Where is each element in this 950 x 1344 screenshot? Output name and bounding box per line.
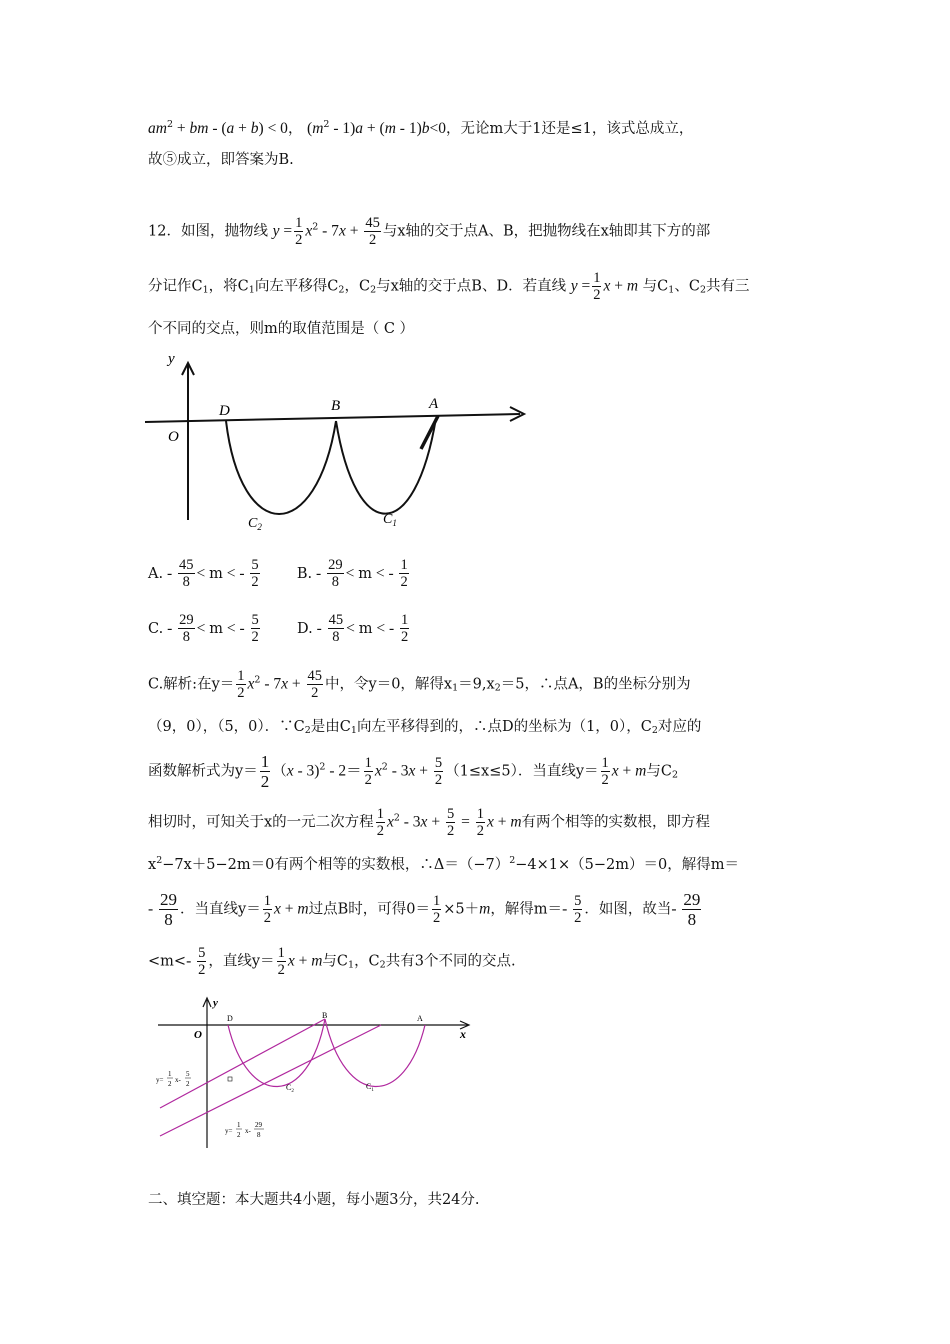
label-x: x bbox=[460, 1027, 466, 1041]
label-y: y bbox=[168, 351, 175, 367]
label-c2: $C_2$ bbox=[248, 516, 262, 532]
svg-text:2: 2 bbox=[237, 1131, 241, 1139]
solution-line7: <m<- $\frac{5}{2}$ ，直线y＝ $\frac{1}{2}$ x + m与$C_1$，$C_2$共有3个不同的交点. bbox=[148, 945, 516, 978]
line-m-29-8 bbox=[160, 1025, 381, 1136]
solution-line5: $x^2-7x+5-2m=0$有两个相等的实数根，$\therefore\Delta=(-7)^2-4\times 1\times(5-2m)=0$，解得m＝ bbox=[148, 855, 739, 873]
svg-text:29: 29 bbox=[255, 1121, 262, 1129]
label-a: A bbox=[429, 396, 439, 412]
solution-line2: （9，0），（5，0）．$\because C_2$是由$C_1$向左平移得到的，∴点D的坐标为（1，0），$C_2$对应的 bbox=[148, 719, 702, 736]
curve-c1 bbox=[325, 1019, 425, 1087]
para1-line1: $am^2$ + bm - (a + b) < 0， $(m^2 - 1)a + (m - 1)b<0$，无论m大于1还是≤1，该式总成立， bbox=[148, 119, 694, 137]
solution-line6: - $\frac{29}{8}$ ．当直线y＝ $\frac{1}{2}$ x + m过点B时，可得0＝ $\frac{1}{2}$ ×5＋m，解得m＝- $\frac{5}{2}$ ．如图，故当- $\frac{29}{8}$ bbox=[148, 890, 701, 929]
para1-line2: 故⑤成立，即答案为B. bbox=[148, 152, 294, 168]
svg-text:x-: x- bbox=[245, 1127, 251, 1135]
svg-text:8: 8 bbox=[257, 1131, 261, 1139]
x-axis bbox=[145, 414, 520, 422]
label-c2: $C_2$ bbox=[286, 1083, 294, 1094]
option-c[interactable]: C. - $\frac{29}{8}$ < m < - $\frac{5}{2}$ bbox=[148, 612, 259, 645]
svg-text:y=: y= bbox=[156, 1076, 164, 1084]
options-row-2 bbox=[148, 612, 411, 645]
section-2-heading: 二、填空题：本大题共4小题，每小题3分，共24分. bbox=[148, 1192, 480, 1208]
svg-text:1: 1 bbox=[168, 1070, 172, 1078]
parabola-figure-2 bbox=[150, 990, 480, 1150]
q12-line2: 分记作$C_1$，将$C_1$向左平移得$C_2$，$C_2$与x轴的交于点B、D．若直线 y = $\frac{1}{2}$ x + m 与$C_1$、$C_2$共有三 bbox=[148, 270, 750, 303]
solution-line4: 相切时，可知关于x的一元二次方程 $\frac{1}{2}$ $x^2 - 3x$ + $\frac{5}{2}$ = $\frac{1}{2}$ x + m有两个相等的实数根，即方程 bbox=[148, 806, 711, 839]
option-a[interactable]: A. - $\frac{45}{8}$ < m < - $\frac{5}{2}$ bbox=[148, 557, 259, 590]
label-y: y bbox=[213, 997, 218, 1009]
label-d: D bbox=[227, 1014, 233, 1023]
small-square-mark bbox=[228, 1077, 232, 1081]
svg-text:y=: y= bbox=[225, 1127, 233, 1135]
label-o: O bbox=[168, 429, 179, 445]
q12-line3: 个不同的交点，则m的取值范围是（ C ） bbox=[148, 321, 415, 337]
parabola-figure-1 bbox=[140, 345, 540, 540]
line-label-1 bbox=[156, 1070, 191, 1088]
label-c1: $C_1$ bbox=[383, 512, 397, 528]
option-d[interactable]: D. - $\frac{45}{8}$ < m < - $\frac{1}{2}$ bbox=[296, 612, 409, 645]
svg-text:2: 2 bbox=[168, 1080, 172, 1088]
label-d: D bbox=[219, 403, 230, 419]
curve-c1 bbox=[336, 418, 436, 514]
label-b: B bbox=[331, 398, 341, 414]
line-label-2 bbox=[225, 1121, 264, 1139]
option-b[interactable]: B. - $\frac{29}{8}$ < m < - $\frac{1}{2}$ bbox=[296, 557, 408, 590]
label-a: A bbox=[417, 1014, 423, 1023]
svg-text:5: 5 bbox=[186, 1070, 190, 1078]
label-c1: $C_1$ bbox=[366, 1082, 374, 1093]
label-b: B bbox=[322, 1011, 328, 1020]
svg-text:2: 2 bbox=[186, 1080, 190, 1088]
curve-c2 bbox=[228, 1019, 325, 1087]
q12-line1: 12．如图，抛物线 y = $\frac{1}{2}$ $x^2 - 7x$ + $\frac{45}{2}$ 与x轴的交于点A、B，把抛物线在x轴即其下方的部 bbox=[148, 215, 711, 248]
options-row-1 bbox=[148, 557, 411, 590]
svg-text:1: 1 bbox=[237, 1121, 241, 1129]
solution-line1: C.解析:在y＝ $\frac{1}{2}$ $x^2 - 7x$ + $\frac{45}{2}$ 中，令y＝0，解得$x_1=9,x_2=5$，∴点A，B的坐标分别为 bbox=[148, 668, 691, 701]
svg-text:x-: x- bbox=[175, 1076, 181, 1084]
tick-a bbox=[421, 416, 438, 449]
solution-line3: 函数解析式为y＝ $\frac{1}{2}$ （x - 3)$^2$ - 2＝ $\frac{1}{2}$ $x^2 - 3x$ + $\frac{5}{2}$ （1≤x≤5）．当直线y＝ $\frac{1}{2}$ x + m与$C_2$ bbox=[148, 752, 679, 791]
label-o: O bbox=[194, 1029, 202, 1041]
curve-c2 bbox=[226, 421, 336, 514]
